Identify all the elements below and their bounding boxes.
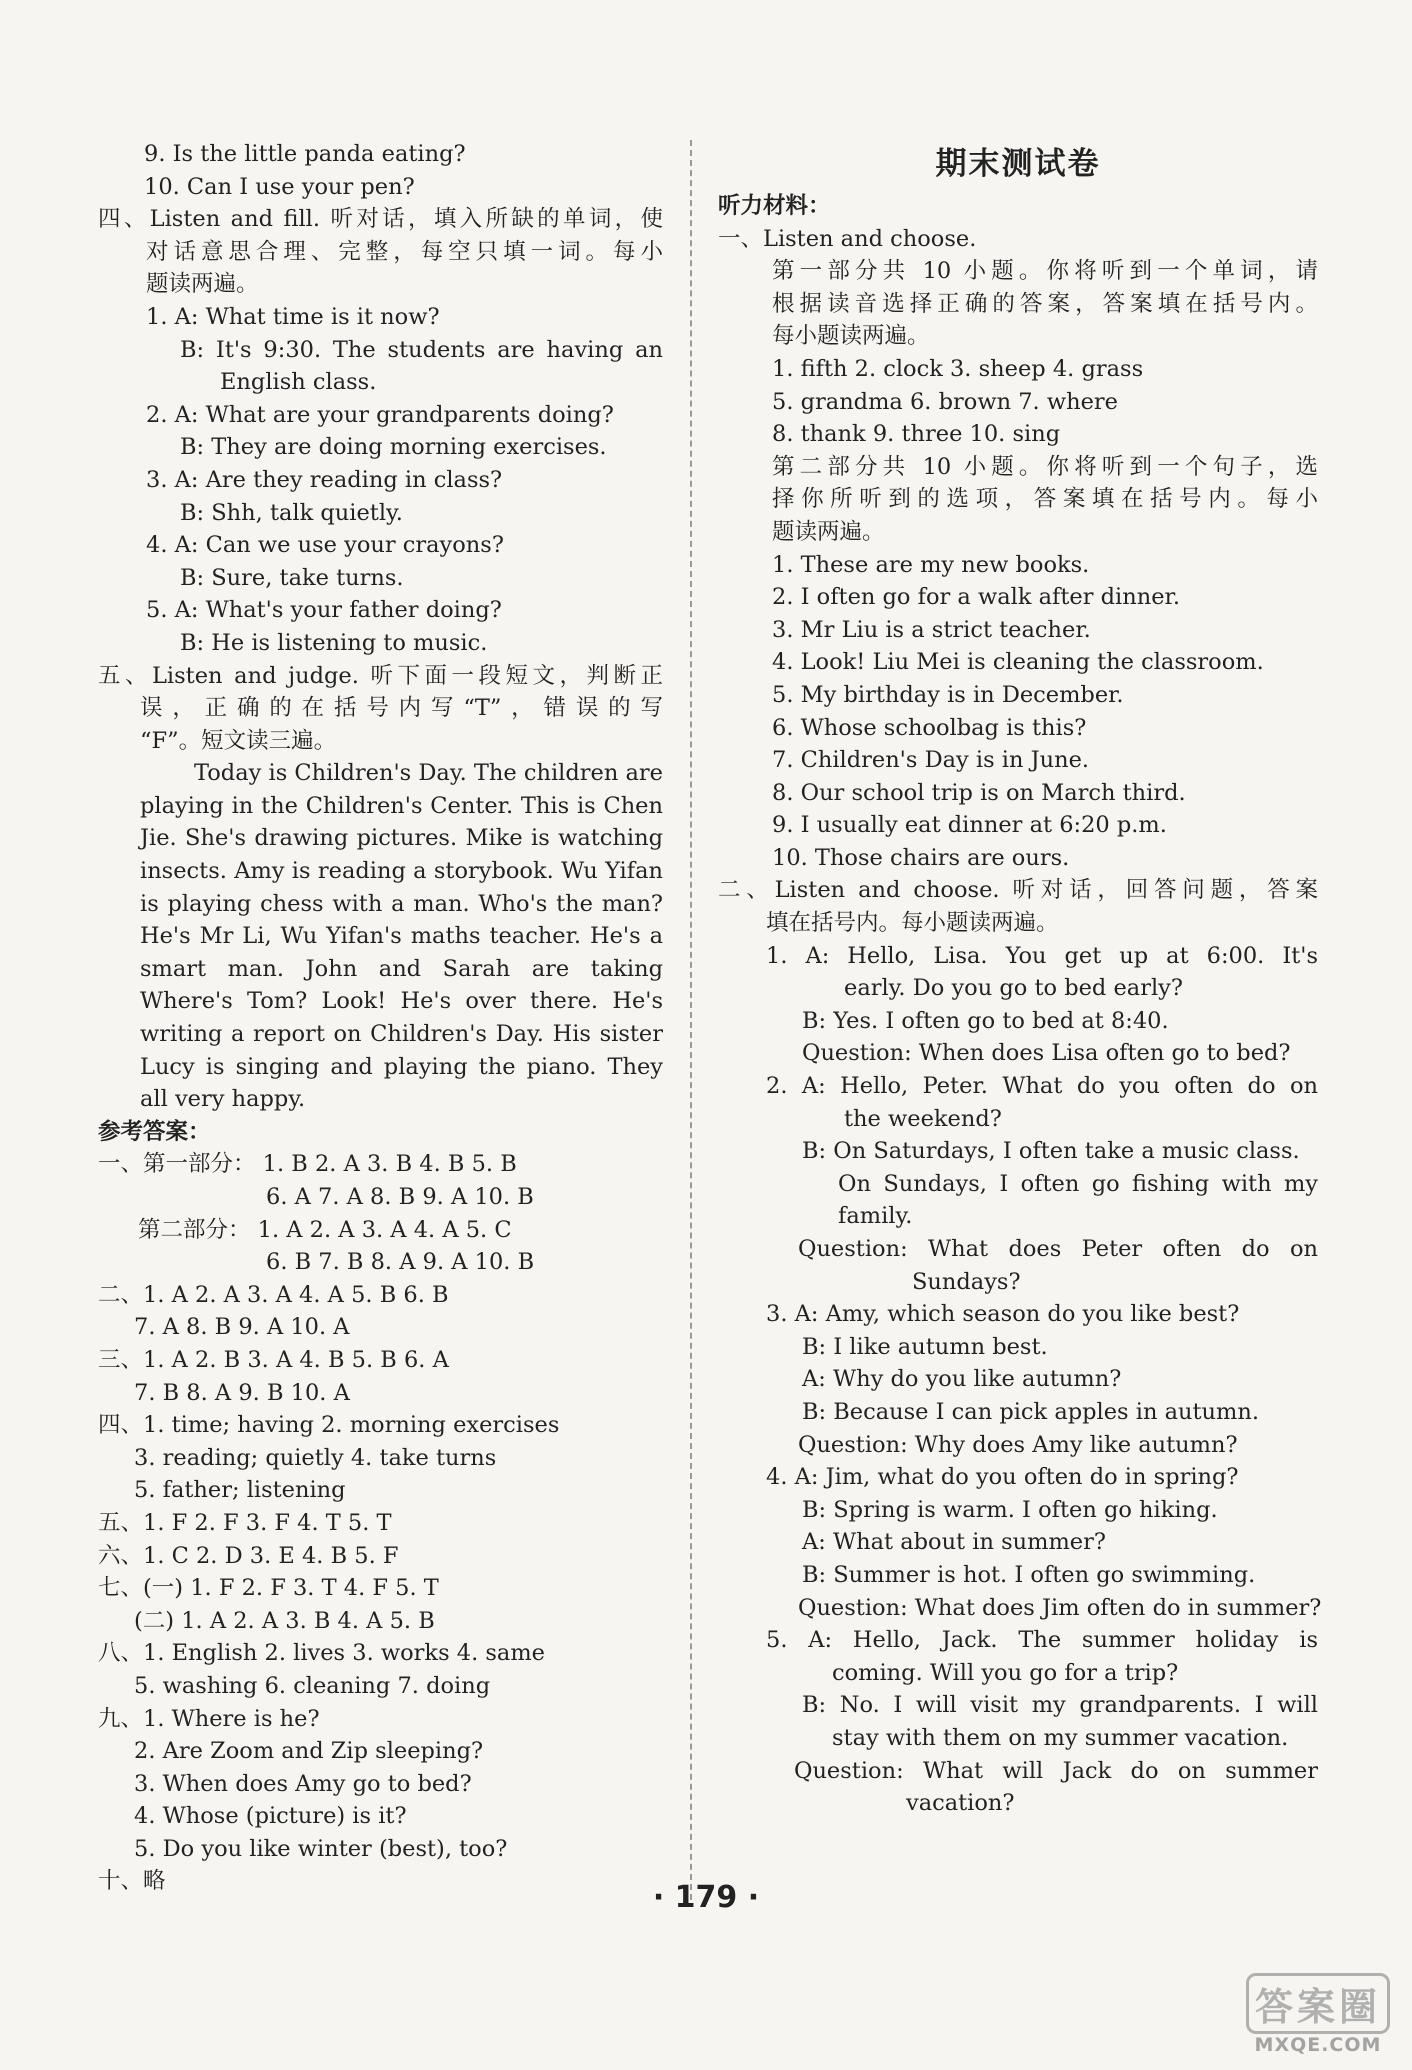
text-line: 4. A: Jim, what do you often do in spring?	[766, 1464, 1239, 1491]
text-line: Jie. She's drawing pictures. Mike is watching	[140, 825, 663, 852]
watermark-logo: 答案圈	[1246, 1973, 1390, 2034]
text-line: smart man. John and Sarah are taking	[140, 955, 663, 982]
text-line: 5. My birthday is in December.	[772, 681, 1124, 708]
text-line: 四、1. time; having 2. morning exercises	[98, 1412, 560, 1439]
text-line: the weekend?	[844, 1105, 1002, 1132]
text-line: stay with them on my summer vacation.	[832, 1724, 1289, 1751]
text-line: 八、1. English 2. lives 3. works 4. same	[98, 1640, 546, 1667]
text-line: 填在括号内。每小题读两遍。	[766, 910, 1059, 937]
text-line: 9. Is the little panda eating?	[144, 141, 466, 167]
text-line: 2. Are Zoom and Zip sleeping?	[134, 1738, 484, 1765]
text-line: 8. thank 9. three 10. sing	[772, 421, 1061, 448]
text-line: A: What about in summer?	[802, 1529, 1106, 1556]
text-line: 5. A: Hello, Jack. The summer holiday is	[766, 1627, 1318, 1654]
text-line: 一、Listen and choose.	[718, 225, 977, 252]
text-line: 误，正确的在括号内写“T”，错误的写	[140, 695, 663, 722]
text-line: Question: What will Jack do on summer	[794, 1757, 1318, 1784]
watermark	[1246, 1973, 1390, 2056]
text-line: 5. A: What's your father doing?	[146, 597, 502, 624]
text-line: 3. A: Are they reading in class?	[146, 466, 503, 493]
text-line: He's Mr Li, Wu Yifan's maths teacher. He's a	[140, 923, 663, 950]
text-line: Sundays?	[912, 1268, 1021, 1295]
text-line: 七、(一) 1. F 2. F 3. T 4. F 5. T	[98, 1575, 439, 1602]
text-line: 3. A: Amy, which season do you like best?	[766, 1301, 1240, 1328]
right-column	[718, 138, 1322, 1820]
text-line: B: Yes. I often go to bed at 8:40.	[802, 1007, 1169, 1034]
text-line: 第二部分共 10 小题。你将听到一个句子，选	[772, 453, 1318, 480]
watermark-url: MXQE.COM	[1254, 2034, 1382, 2056]
page-number: · 179 ·	[652, 1880, 760, 1915]
text-line: 第二部分： 1. A 2. A 3. A 4. A 5. C	[138, 1216, 512, 1243]
text-line: 3. Mr Liu is a strict teacher.	[772, 616, 1091, 643]
text-line: (二) 1. A 2. A 3. B 4. A 5. B	[134, 1607, 435, 1634]
text-line: 10. Can I use your pen?	[144, 173, 415, 200]
text-line: 7. B 8. A 9. B 10. A	[134, 1379, 350, 1406]
text-line: 每小题读两遍。	[772, 323, 930, 350]
text-line: 1. fifth 2. clock 3. sheep 4. grass	[772, 355, 1144, 382]
right-lines	[718, 190, 1322, 1820]
text-line: 4. Whose (picture) is it?	[134, 1803, 407, 1830]
text-line: 2. A: What are your grandparents doing?	[146, 401, 614, 428]
text-line: 六、1. C 2. D 3. E 4. B 5. F	[98, 1542, 399, 1569]
left-column	[98, 138, 663, 1898]
text-line: 3. reading; quietly 4. take turns	[134, 1444, 497, 1471]
text-line: 五、Listen and judge. 听下面一段短文，判断正	[98, 662, 663, 689]
text-line: “F”。短文读三遍。	[140, 727, 337, 754]
text-line: family.	[838, 1203, 913, 1230]
text-line: 4. Look! Liu Mei is cleaning the classroom.	[772, 649, 1264, 676]
text-line: On Sundays, I often go fishing with my	[838, 1170, 1318, 1197]
text-line: 5. father; listening	[134, 1477, 346, 1504]
text-line: Lucy is singing and playing the piano. They	[140, 1053, 663, 1080]
text-line: 第一部分共 10 小题。你将听到一个单词，请	[772, 258, 1318, 285]
text-line: insects. Amy is reading a storybook. Wu Yifan	[140, 858, 663, 885]
text-line: 五、1. F 2. F 3. F 4. T 5. T	[98, 1509, 392, 1536]
text-line: all very happy.	[140, 1086, 306, 1113]
text-line: B: Sure, take turns.	[180, 564, 404, 591]
text-line: 2. A: Hello, Peter. What do you often do on	[766, 1073, 1318, 1100]
text-line: 十、略	[98, 1868, 166, 1895]
text-line: 4. A: Can we use your crayons?	[146, 532, 504, 559]
text-line: B: I like autumn best.	[802, 1333, 1048, 1360]
text-line: 二、1. A 2. A 3. A 4. A 5. B 6. B	[98, 1281, 449, 1308]
text-line: 择你所听到的选项，答案填在括号内。每小	[772, 486, 1318, 513]
text-line: B: No. I will visit my grandparents. I will	[802, 1692, 1318, 1719]
text-line: B: It's 9:30. The students are having an	[180, 336, 663, 363]
text-line: 一、第一部分： 1. B 2. A 3. B 4. B 5. B	[98, 1151, 517, 1178]
text-line: 3. When does Amy go to bed?	[134, 1770, 472, 1797]
text-line: Question: What does Jim often do in summer?	[798, 1594, 1322, 1621]
text-line: 题读两遍。	[146, 271, 259, 298]
text-line: Where's Tom? Look! He's over there. He's	[140, 988, 663, 1015]
text-line: B: Spring is warm. I often go hiking.	[802, 1496, 1218, 1523]
text-line: 10. Those chairs are ours.	[772, 844, 1070, 871]
text-line: Today is Children's Day. The children are	[194, 760, 663, 787]
text-line: B: Because I can pick apples in autumn.	[802, 1398, 1260, 1425]
text-line: 九、1. Where is he?	[98, 1705, 320, 1732]
text-line: B: On Saturdays, I often take a music class.	[802, 1138, 1300, 1165]
text-line: B: He is listening to music.	[180, 629, 488, 656]
text-line: 题读两遍。	[772, 518, 885, 545]
text-line: vacation?	[906, 1790, 1015, 1817]
text-line: 1. A: Hello, Lisa. You get up at 6:00. It's	[766, 942, 1318, 969]
text-line: 2. I often go for a walk after dinner.	[772, 584, 1180, 611]
text-line: B: Shh, talk quietly.	[180, 499, 403, 526]
text-line: 6. B 7. B 8. A 9. A 10. B	[266, 1249, 535, 1276]
text-line: 1. A: What time is it now?	[146, 303, 440, 330]
text-line: A: Why do you like autumn?	[802, 1366, 1122, 1393]
text-line: 5. washing 6. cleaning 7. doing	[134, 1672, 491, 1699]
text-line: 听力材料：	[718, 193, 831, 219]
text-line: 根据读音选择正确的答案，答案填在括号内。	[772, 290, 1318, 317]
text-line: B: Summer is hot. I often go swimming.	[802, 1561, 1256, 1588]
exam-title: 期末测试卷	[935, 146, 1101, 182]
text-line: 6. Whose schoolbag is this?	[772, 714, 1087, 741]
text-line: 8. Our school trip is on March third.	[772, 779, 1186, 806]
text-line: 6. A 7. A 8. B 9. A 10. B	[266, 1184, 534, 1210]
text-line: coming. Will you go for a trip?	[832, 1659, 1179, 1686]
text-line: B: They are doing morning exercises.	[180, 434, 607, 461]
text-line: 对话意思合理、完整，每空只填一词。每小	[146, 238, 663, 265]
column-divider	[690, 140, 692, 1900]
text-line: Question: What does Peter often do on	[798, 1236, 1318, 1262]
text-line: 1. These are my new books.	[772, 551, 1090, 578]
text-line: is playing chess with a man. Who's the man?	[140, 890, 663, 917]
text-line: 参考答案：	[98, 1118, 211, 1145]
text-line: Question: When does Lisa often go to bed?	[802, 1040, 1291, 1067]
text-line: 5. grandma 6. brown 7. where	[772, 388, 1118, 415]
text-line: early. Do you go to bed early?	[844, 975, 1183, 1002]
text-line: 二、Listen and choose. 听对话，回答问题，答案	[718, 877, 1318, 904]
text-line: 7. A 8. B 9. A 10. A	[134, 1314, 350, 1341]
text-line: 三、1. A 2. B 3. A 4. B 5. B 6. A	[98, 1346, 449, 1373]
text-line: English class.	[220, 369, 377, 396]
text-line: playing in the Children's Center. This is Chen	[140, 792, 663, 819]
text-line: 7. Children's Day is in June.	[772, 747, 1090, 774]
text-line: Question: Why does Amy like autumn?	[798, 1431, 1238, 1458]
text-line: writing a report on Children's Day. His sister	[140, 1021, 663, 1048]
text-line: 四、Listen and fill. 听对话，填入所缺的单词，使	[98, 206, 663, 233]
text-line: 5. Do you like winter (best), too?	[134, 1835, 508, 1862]
text-line: 9. I usually eat dinner at 6:20 p.m.	[772, 812, 1167, 839]
